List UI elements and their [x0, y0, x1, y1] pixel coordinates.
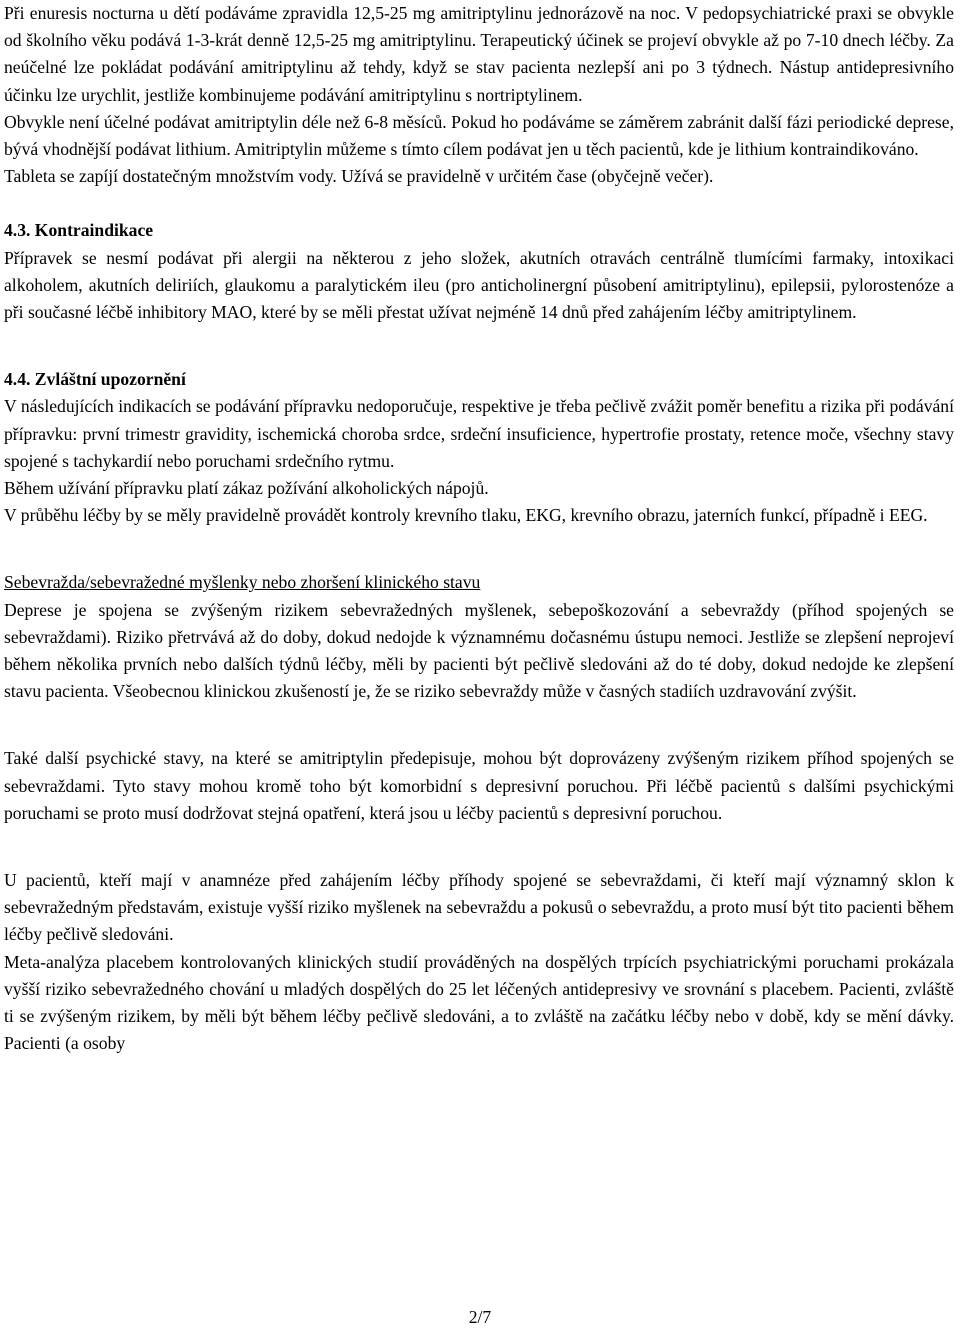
section-4-4-paragraph-2: Během užívání přípravku platí zákaz požívání alkoholických nápojů. — [4, 478, 489, 499]
suicide-paragraph-1: Deprese je spojena se zvýšeným rizikem sebevražedných myšlenek, sebepoškozování a sebevraždy (příhod spojených se sebevraždami). Riziko přetrvává až do doby, dokud nedojde k významnému dočasnému ústupu nemoci. Jestliže se zlepšení neprojeví během několika prvních nebo dalších týdnů léčby, měli by pacienti být pečlivě sledováni až do té doby, dokud nedojde ke zlepšení stavu pacienta. Všeobecnou klinickou zkušeností je, že se riziko sebevraždy může v časných stadiích uzdravování zvýšit. — [4, 599, 954, 702]
suicide-paragraph-4: Meta-analýza placebem kontrolovaných klinických studií prováděných na dospělých trpících psychiatrickými poruchami prokázala vyšší riziko sebevražedného chování u mladých dospělých do 25 let léčených antidepresivy ve srovnání s placebem. Pacienti, zvláště ti se zvýšeným rizikem, by měli být během léčby pečlivě sledováni, a to zvláště na začátku léčby nebo v době, kdy se mění dávky. Pacienti (a osoby — [4, 951, 954, 1054]
intro-paragraph-2: Obvykle není účelné podávat amitriptylin déle než 6-8 měsíců. Pokud ho podáváme se záměrem zabránit další fázi periodické deprese, bývá vhodnější podávat lithium. Amitriptylin můžeme s tímto cílem podávat jen u těch pacientů, kde je lithium kontraindikováno. — [4, 111, 954, 160]
section-4-4-paragraph-3: V průběhu léčby by se měly pravidelně provádět kontroly krevního tlaku, EKG, krevního obrazu, jaterních funkcí, případně i EEG. — [4, 505, 928, 526]
spacer — [4, 529, 954, 569]
spacer — [4, 190, 954, 217]
suicide-paragraph-2: Také další psychické stavy, na které se amitriptylin předepisuje, mohou být doprovázeny zvýšeným rizikem příhod spojených se sebevraždami. Tyto stavy mohou kromě toho být komorbidní s depresivní poruchou. Při léčbě pacientů s dalšími psychickými poruchami se proto musí dodržovat stejná opatření, která jsou u léčby pacientů s depresivní poruchou. — [4, 748, 954, 823]
spacer — [4, 326, 954, 366]
intro-paragraph-3: Tableta se zapíjí dostatečným množstvím vody. Užívá se pravidelně v určitém čase (obyčejně večer). — [4, 166, 714, 187]
page-number: 2/7 — [468, 1307, 492, 1327]
section-4-4-paragraph-1: V následujících indikacích se podávání přípravku nedoporučuje, respektive je třeba pečlivě zvážit poměr benefitu a rizika při podávání přípravku: první trimestr gravidity, ischemická choroba srdce, srdeční insuficience, hypertrofie prostaty, retence moče, všechny stavy spojené s tachykardií nebo poruchami srdečního rytmu. — [4, 396, 954, 471]
document-page — [4, 0, 954, 1058]
spacer — [4, 705, 954, 745]
section-4-4-number: 4.4. — [4, 369, 31, 390]
section-4-3-heading — [4, 217, 954, 244]
section-4-3-text: Přípravek se nesmí podávat při alergii na některou z jeho složek, akutních otravách centrálně tlumícími farmaky, intoxikaci alkoholem, akutních deliriích, glaukomu a paralytickém ileu (pro anticholinergní působení amitriptylinu), epilepsii, pylorostenóze a při současné léčbě inhibitory MAO, které by se měli přestat užívat nejméně 14 dnů před zahájením léčby amitriptylinem. — [4, 247, 954, 323]
section-4-4-heading — [4, 366, 954, 393]
suicide-paragraph-3: U pacientů, kteří mají v anamnéze před zahájením léčby příhody spojené se sebevraždami, či kteří mají významný sklon k sebevražedným představám, existuje vyšší riziko myšlenek na sebevraždu a pokusů o sebevraždu, a proto musí být tito pacienti během léčby pečlivě sledováni. — [4, 870, 954, 945]
section-4-3-number: 4.3. — [4, 220, 31, 241]
intro-paragraph-1: Při enuresis nocturna u dětí podáváme zpravidla 12,5-25 mg amitriptylinu jednorázově na noc. V pedopsychiatrické praxi se obvykle od školního věku podává 1-3-krát denně 12,5-25 mg amitriptylinu. Terapeutický účinek se projeví obvykle až po 7-10 dnech léčby. Za neúčelné lze pokládat podávání amitriptylinu až tehdy, když se stav pacienta nezlepší ani po 3 týdnech. Nástup antidepresivního účinku lze urychlit, jestliže kombinujeme podávání amitriptylinu s nortriptylinem. — [4, 3, 954, 105]
suicide-section-heading: Sebevražda/sebevražedné myšlenky nebo zhoršení klinického stavu — [4, 572, 481, 593]
section-4-4-title: Zvláštní upozornění — [34, 369, 186, 390]
section-4-3-title: Kontraindikace — [34, 220, 154, 241]
spacer — [4, 827, 954, 867]
